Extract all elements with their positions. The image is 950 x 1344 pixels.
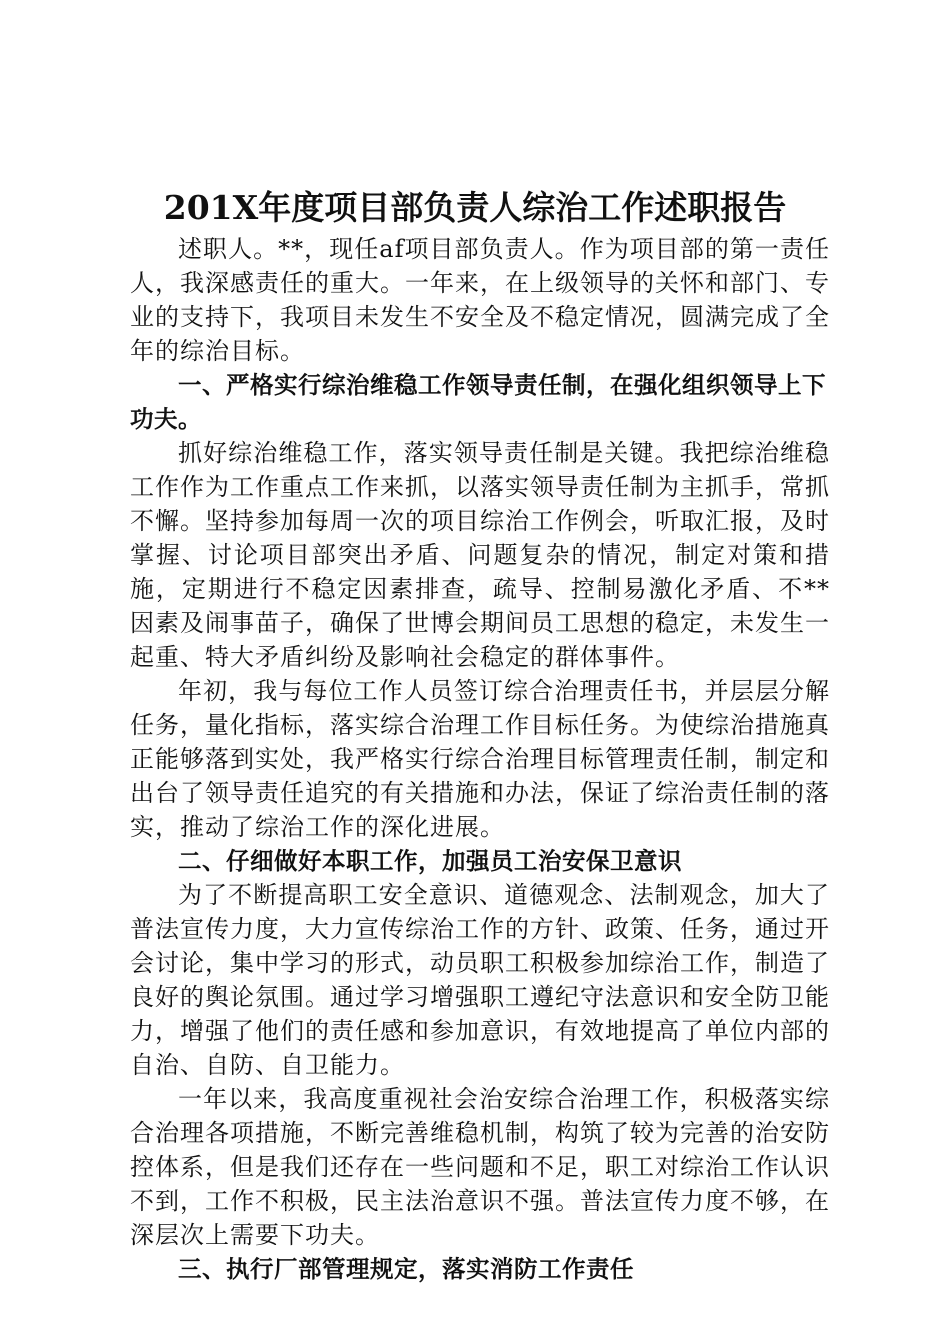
- section-heading: 二、仔细做好本职工作，加强员工治安保卫意识: [178, 847, 682, 875]
- paragraph: 一年以来，我高度重视社会治安综合治理工作，积极落实综合治理各项措施，不断完善维稳机制，构筑了较为完善的治安防控体系，但是我们还存在一些问题和不足，职工对综治工作认识不到，工作不积极，民主法治意识不强。普法宣传力度不够，在深层次上需要下功夫。: [130, 1085, 830, 1249]
- paragraph: 抓好综治维稳工作，落实领导责任制是关键。我把综治维稳工作作为工作重点工作来抓，以落实领导责任制为主抓手，常抓不懈。坚持参加每周一次的项目综治工作例会，听取汇报，及时掌握、讨论项目部突出矛盾、问题复杂的情况，制定对策和措施，定期进行不稳定因素排查，疏导、控制易激化矛盾、不**因素及闹事苗子，确保了世博会期间员工思想的稳定，未发生一起重、特大矛盾纠纷及影响社会稳定的群体事件。: [130, 439, 830, 671]
- paragraph: 述职人。**，现任af项目部负责人。作为项目部的第一责任人，我深感责任的重大。一年来，在上级领导的关怀和部门、专业的支持下，我项目未发生不安全及不稳定情况，圆满完成了全年的综治目标。: [130, 235, 830, 365]
- paragraph: 年初，我与每位工作人员签订综合治理责任书，并层层分解任务，量化指标，落实综合治理工作目标任务。为使综治措施真正能够落到实处，我严格实行综合治理目标管理责任制，制定和出台了领导责任追究的有关措施和办法，保证了综治责任制的落实，推动了综治工作的深化进展。: [130, 677, 830, 841]
- section-heading: 三、执行厂部管理规定，落实消防工作责任: [178, 1255, 634, 1283]
- document-title: 201X年度项目部负责人综治工作述职报告: [163, 188, 787, 227]
- document-body: [130, 232, 830, 1286]
- paragraph: 为了不断提高职工安全意识、道德观念、法制观念，加大了普法宣传力度，大力宣传综治工作的方针、政策、任务，通过开会讨论，集中学习的形式，动员职工积极参加综治工作，制造了良好的舆论氛围。通过学习增强职工遵纪守法意识和安全防卫能力，增强了他们的责任感和参加意识，有效地提高了单位内部的自治、自防、自卫能力。: [130, 881, 830, 1079]
- section-heading: 一、严格实行综治维稳工作领导责任制，在强化组织领导上下功夫。: [130, 371, 826, 433]
